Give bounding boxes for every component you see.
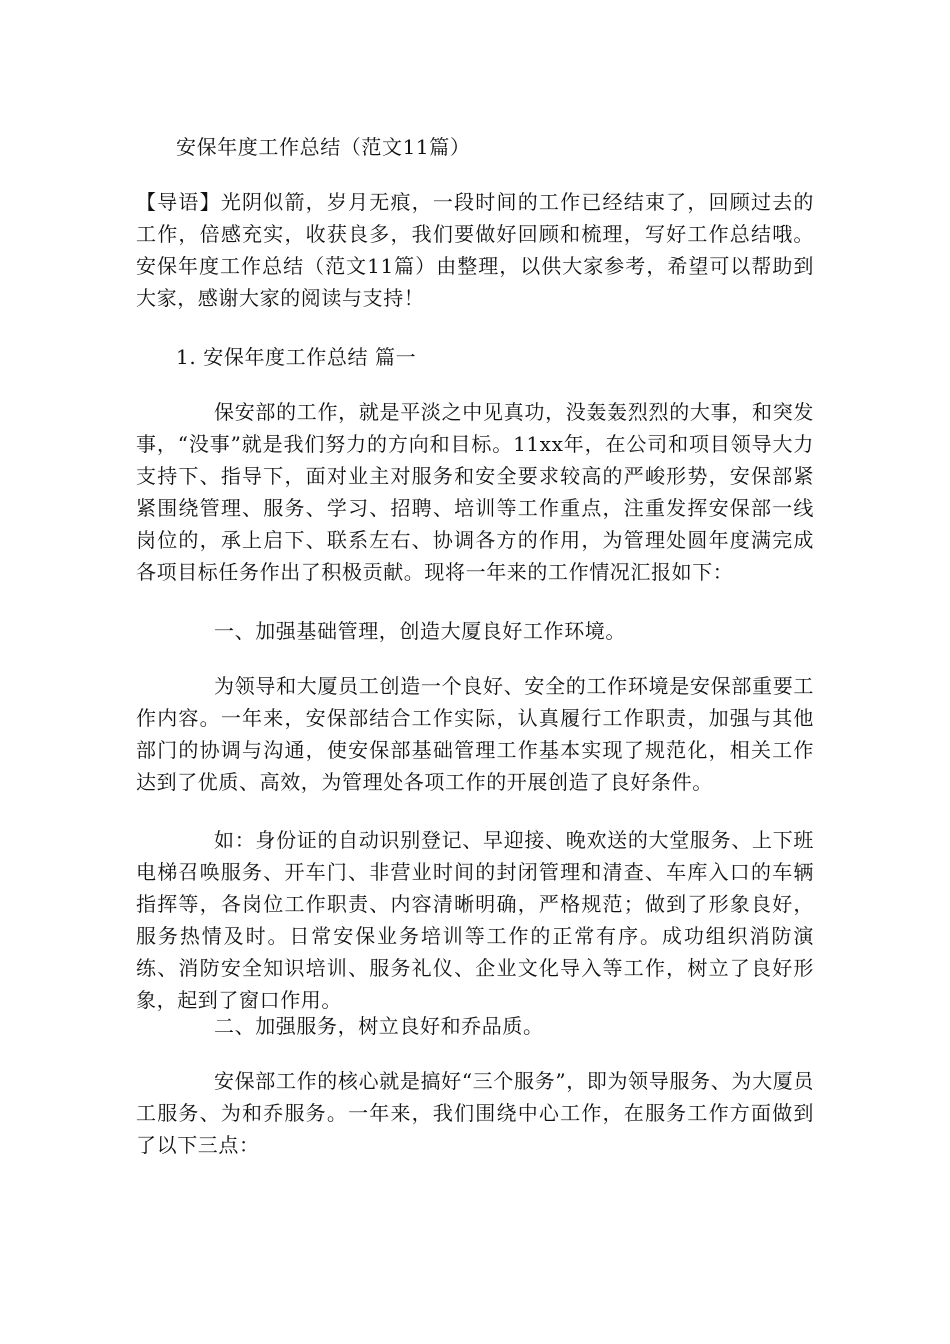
intro-paragraph: 【导语】光阴似箭，岁月无痕，一段时间的工作已经结束了，回顾过去的工作，倍感充实，收获良多，我们要做好回顾和梳理，写好工作总结哦。安保年度工作总结（范文11篇）由整理，以供大家参考，希望可以帮助到大家，感谢大家的阅读与支持！	[136, 190, 814, 310]
body-paragraph: 如：身份证的自动识别登记、早迎接、晚欢送的大堂服务、上下班电梯召唤服务、开车门、非营业时间的封闭管理和清查、车库入口的车辆指挥等，各岗位工作职责、内容清晰明确，严格规范；做到了形象良好，服务热情及时。日常安保业务培训等工作的正常有序。成功组织消防演练、消防安全知识培训、服务礼仪、企业文化导入等工作，树立了良好形象，起到了窗口作用。	[136, 828, 814, 1012]
subheading: 二、加强服务，树立良好和乔品质。	[214, 1014, 544, 1038]
body-paragraph: 安保部工作的核心就是搞好“三个服务”，即为领导服务、为大厦员工服务、为和乔服务。一年来，我们围绕中心工作，在服务工作方面做到了以下三点：	[136, 1069, 814, 1157]
body-paragraph: 为领导和大厦员工创造一个良好、安全的工作环境是安保部重要工作内容。一年来，安保部结合工作实际，认真履行工作职责，加强与其他部门的协调与沟通，使安保部基础管理工作基本实现了规范化，相关工作达到了优质、高效，为管理处各项工作的开展创造了良好条件。	[136, 674, 814, 794]
section-title: 1. 安保年度工作总结 篇一	[176, 345, 417, 369]
document-title: 安保年度工作总结（范文11篇）	[176, 135, 471, 159]
body-paragraph: 保安部的工作，就是平淡之中见真功，没轰轰烈烈的大事，和突发事，“没事”就是我们努力的方向和目标。11xx年，在公司和项目领导大力支持下、指导下，面对业主对服务和安全要求较高的严峻形势，安保部紧紧围绕管理、服务、学习、招聘、培训等工作重点，注重发挥安保部一线岗位的，承上启下、联系左右、协调各方的作用，为管理处圆年度满完成各项目标任务作出了积极贡献。现将一年来的工作情况汇报如下：	[136, 400, 814, 584]
subheading: 一、加强基础管理，创造大厦良好工作环境。	[214, 619, 626, 643]
